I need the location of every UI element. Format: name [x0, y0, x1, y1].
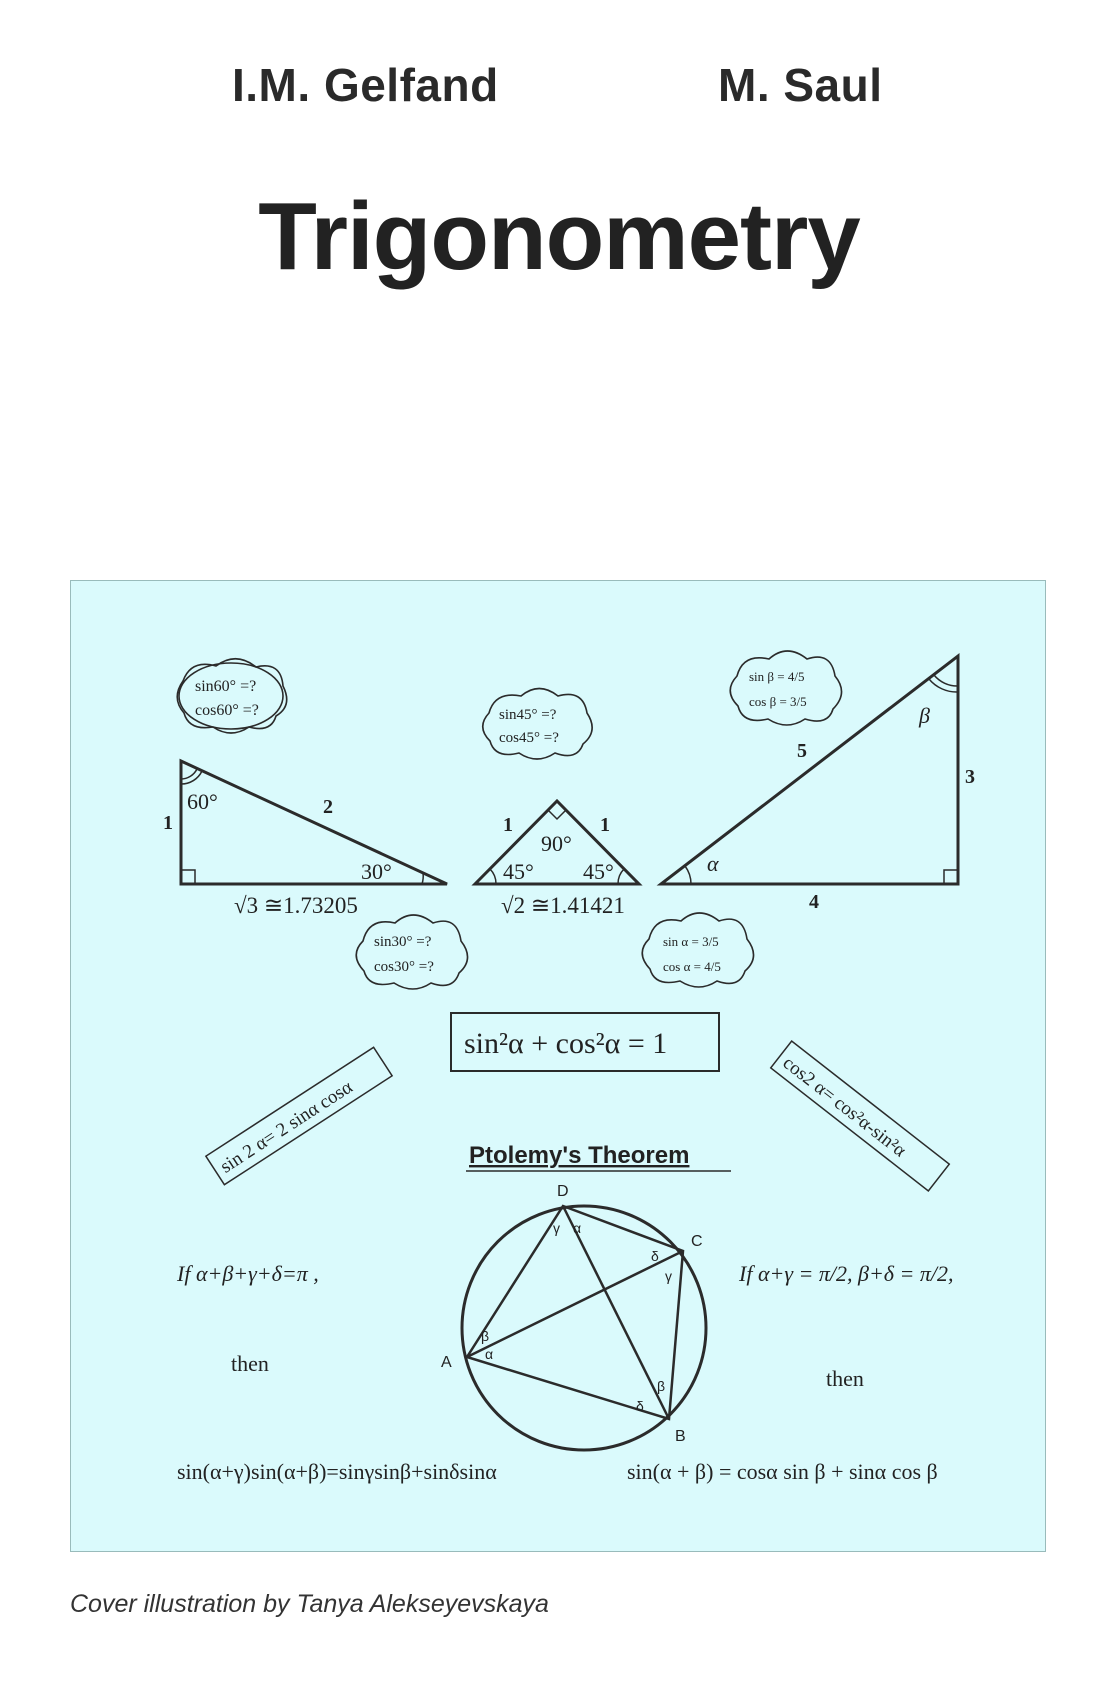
angle-label: α: [485, 1346, 494, 1362]
triangle-3-4-5: [661, 656, 975, 913]
triangle-45-45-90: [475, 801, 639, 918]
author-name: I.M. Gelfand: [232, 59, 499, 111]
ptolemy-circle-diagram: [441, 1183, 706, 1450]
tri3-side-4: 4: [809, 891, 819, 913]
left-then: then: [231, 1351, 269, 1376]
illustration-credit: Cover illustration by Tanya Alekseyevskaya: [70, 1590, 549, 1618]
author-name: M. Saul: [718, 59, 883, 111]
cloud-line: cos30° =?: [374, 959, 434, 975]
book-title: Trigonometry: [258, 183, 860, 290]
thought-cloud: [730, 651, 841, 725]
cloud-line: cos45° =?: [499, 730, 559, 746]
tri2-angle-90: 90°: [541, 831, 572, 856]
cloud-line: cos α = 4/5: [663, 959, 721, 974]
tri2-base: √2 ≅1.41421: [501, 893, 625, 918]
double-angle-sine: [206, 1047, 392, 1184]
tri1-side-2: 2: [323, 796, 333, 818]
cloud-line: cos60° =?: [195, 702, 259, 719]
angle-label: γ: [553, 1220, 560, 1236]
angle-label: β: [481, 1328, 490, 1344]
double-cosine-formula: cos2 α= cos²α-sin²α: [778, 1052, 910, 1162]
triangle-30-60-90: [163, 761, 447, 918]
angle-label: δ: [651, 1248, 659, 1264]
cloud-line: sin30° =?: [374, 934, 432, 950]
right-then: then: [826, 1366, 864, 1391]
identity-formula: sin²α + cos²α = 1: [464, 1027, 668, 1060]
tri1-angle-30: 30°: [361, 859, 392, 884]
double-angle-cosine: [771, 1041, 950, 1191]
double-sine-formula: sin 2 α= 2 sinα cosα: [216, 1076, 357, 1178]
angle-label: α: [573, 1220, 582, 1236]
thought-cloud: [356, 915, 467, 989]
right-formula: sin(α + β) = cosα sin β + sinα cos β: [627, 1459, 938, 1484]
cloud-line: cos β = 3/5: [749, 694, 807, 709]
right-condition: If α+γ = π/2, β+δ = π/2,: [739, 1261, 954, 1286]
illustration-drawing: [71, 581, 1045, 1551]
thought-cloud: [642, 913, 753, 987]
cloud-line: sin60° =?: [195, 678, 257, 695]
point-c: C: [691, 1233, 703, 1250]
tri3-beta: β: [919, 703, 930, 728]
tri1-base: √3 ≅1.73205: [234, 893, 358, 918]
tri2-side-right: 1: [600, 814, 610, 836]
cloud-line: sin45° =?: [499, 707, 557, 723]
cloud-line: sin β = 4/5: [749, 669, 805, 684]
tri2-angle-45-right: 45°: [583, 859, 614, 884]
angle-label: δ: [636, 1398, 644, 1414]
cloud-line: sin α = 3/5: [663, 934, 719, 949]
tri3-alpha: α: [707, 851, 719, 876]
point-d: D: [557, 1183, 569, 1200]
angle-label: γ: [665, 1268, 672, 1284]
tri1-side-1: 1: [163, 812, 173, 834]
tri2-angle-45-left: 45°: [503, 859, 534, 884]
tri1-angle-60: 60°: [187, 789, 218, 814]
tri2-side-left: 1: [503, 814, 513, 836]
point-b: B: [675, 1428, 686, 1445]
cover-illustration: [70, 580, 1046, 1552]
left-condition: If α+β+γ+δ=π ,: [177, 1261, 319, 1286]
point-a: A: [441, 1354, 452, 1371]
tri3-side-5: 5: [797, 740, 807, 762]
thought-cloud: [483, 689, 592, 760]
tri3-side-3: 3: [965, 766, 975, 788]
ptolemy-title: Ptolemy's Theorem: [469, 1142, 690, 1169]
angle-label: β: [657, 1378, 666, 1394]
thought-cloud: [177, 659, 286, 733]
left-formula: sin(α+γ)sin(α+β)=sinγsinβ+sinδsinα: [177, 1459, 497, 1484]
pythagorean-identity: [451, 1013, 719, 1071]
